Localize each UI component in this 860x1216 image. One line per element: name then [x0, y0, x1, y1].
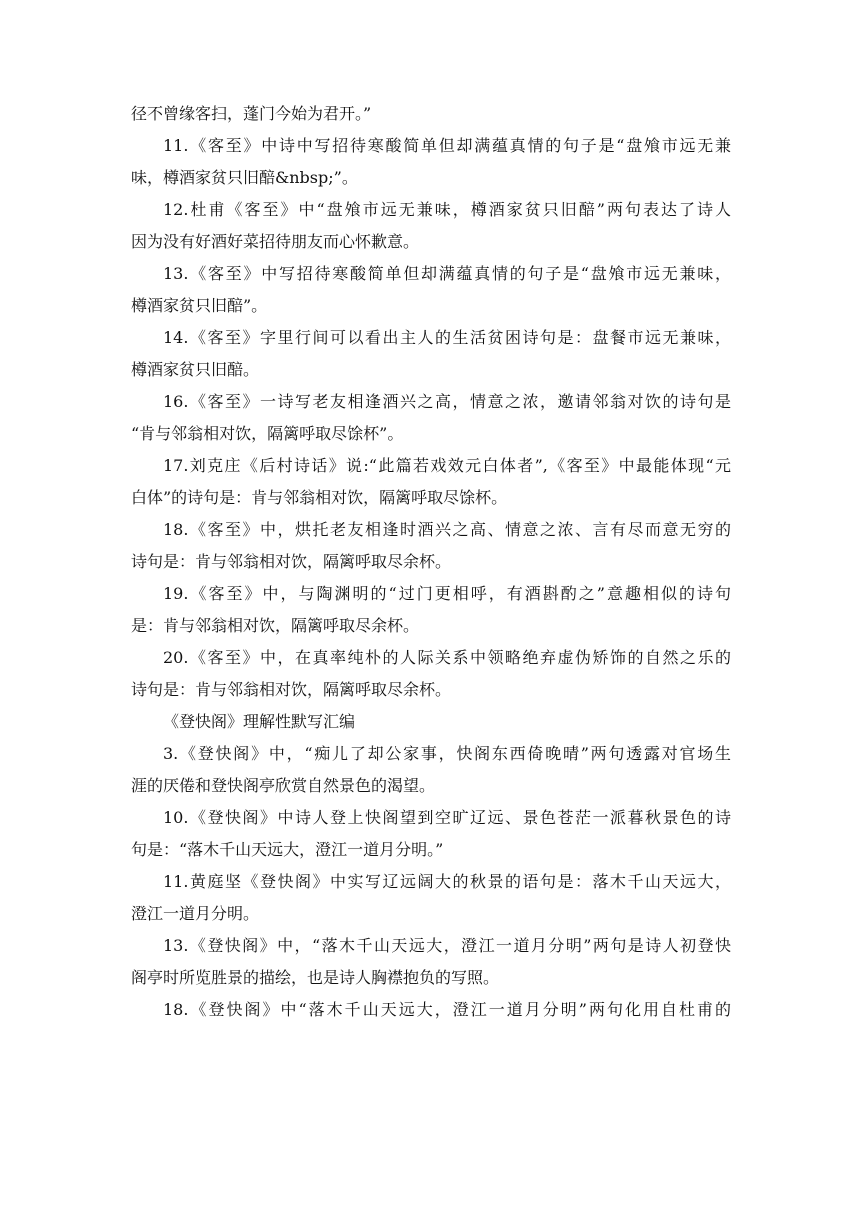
- document-body: [131, 104, 731, 1032]
- item-20-line-1: 20.《客至》中，在真率纯朴的人际关系中领略绝弃虚伪矫饰的自然之乐的: [163, 648, 731, 667]
- item-19-line-2: 是：肯与邻翁相对饮，隔篱呼取尽余杯。: [131, 616, 420, 635]
- item-16-line-1: 16.《客至》一诗写老友相逢酒兴之高，情意之浓，邀请邻翁对饮的诗句是: [163, 392, 731, 411]
- dkg-item-13-line-1: 13.《登快阁》中，“落木千山天远大，澄江一道月分明”两句是诗人初登快: [163, 936, 731, 955]
- dkg-item-11-line-1: 11.黄庭坚《登快阁》中实写辽远阔大的秋景的语句是：落木千山天远大，: [163, 872, 731, 891]
- item-13-line-1: 13.《客至》中写招待寒酸简单但却满蕴真情的句子是“盘飧市远无兼味，: [163, 264, 731, 283]
- dkg-item-18-line-1: 18.《登快阁》中“落木千山天远大，澄江一道月分明”两句化用自杜甫的: [163, 1000, 731, 1019]
- dkg-item-3-line-2: 涯的厌倦和登快阁亭欣赏自然景色的渴望。: [131, 776, 436, 795]
- dkg-item-11-line-2: 澄江一道月分明。: [131, 904, 260, 923]
- item-14-line-1: 14.《客至》字里行间可以看出主人的生活贫困诗句是：盘餐市远无兼味，: [163, 328, 731, 347]
- section-heading: 《登快阁》理解性默写汇编: [163, 712, 356, 731]
- dkg-item-10-line-2: 句是：“落木千山天远大，澄江一道月分明。”: [131, 840, 444, 859]
- dkg-item-13-line-2: 阁亭时所览胜景的描绘，也是诗人胸襟抱负的写照。: [131, 968, 500, 987]
- dkg-item-10-line-1: 10.《登快阁》中诗人登上快阁望到空旷辽远、景色苍茫一派暮秋景色的诗: [163, 808, 731, 827]
- item-12-line-1: 12.杜甫《客至》中“盘飧市远无兼味，樽酒家贫只旧醅”两句表达了诗人: [163, 200, 731, 219]
- text-line: 径不曾缘客扫，蓬门今始为君开。”: [131, 104, 372, 123]
- item-17-line-2: 白体”的诗句是：肯与邻翁相对饮，隔篱呼取尽馀杯。: [131, 488, 508, 507]
- item-12-line-2: 因为没有好酒好菜招待朋友而心怀歉意。: [131, 232, 420, 251]
- item-11-line-2: 味，樽酒家贫只旧醅&nbsp;”。: [131, 168, 358, 187]
- item-14-line-2: 樽酒家贫只旧醅。: [131, 360, 260, 379]
- dkg-item-3-line-1: 3.《登快阁》中，“痴儿了却公家事，快阁东西倚晚晴”两句透露对官场生: [163, 744, 731, 763]
- item-16-line-2: “肯与邻翁相对饮，隔篱呼取尽馀杯”。: [131, 424, 404, 443]
- item-18-line-2: 诗句是：肯与邻翁相对饮，隔篱呼取尽余杯。: [131, 552, 452, 571]
- item-20-line-2: 诗句是：肯与邻翁相对饮，隔篱呼取尽余杯。: [131, 680, 452, 699]
- item-18-line-1: 18.《客至》中，烘托老友相逢时酒兴之高、情意之浓、言有尽而意无穷的: [163, 520, 731, 539]
- item-13-line-2: 樽酒家贫只旧醅”。: [131, 296, 268, 315]
- item-19-line-1: 19.《客至》中，与陶渊明的“过门更相呼，有酒斟酌之”意趣相似的诗句: [163, 584, 731, 603]
- item-11-line-1: 11.《客至》中诗中写招待寒酸简单但却满蕴真情的句子是“盘飧市远无兼: [163, 136, 731, 155]
- item-17-line-1: 17.刘克庄《后村诗话》说:“此篇若戏效元白体者”,《客至》中最能体现“元: [163, 456, 731, 475]
